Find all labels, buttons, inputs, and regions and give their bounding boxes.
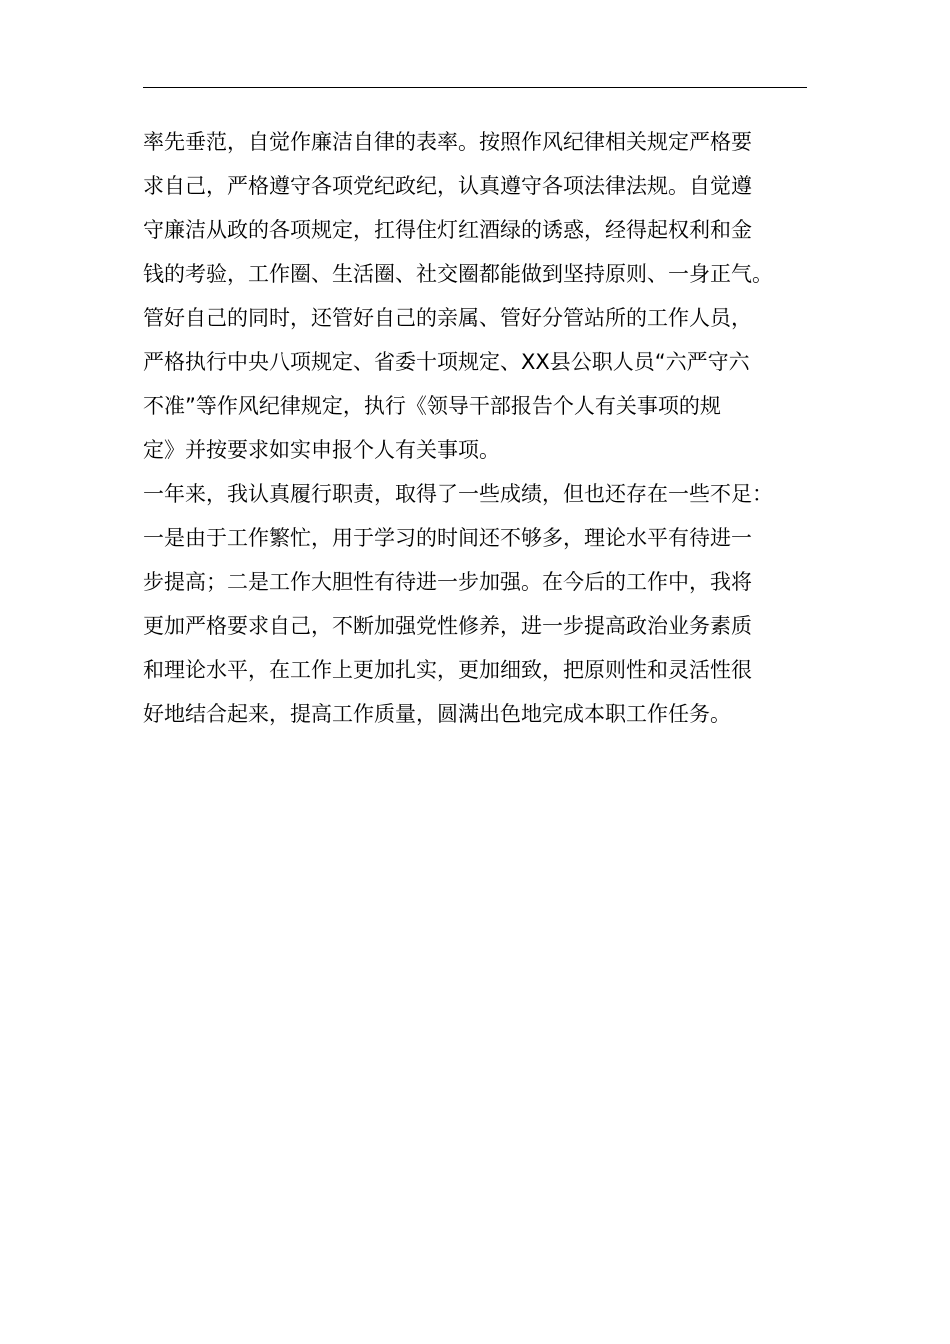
text-line-14: 好地结合起来，提高工作质量，圆满出色地完成本职工作任务。 — [143, 702, 731, 726]
text-line-5: 管好自己的同时，还管好自己的亲属、管好分管站所的工作人员， — [143, 306, 752, 330]
text-line-13: 和理论水平，在工作上更加扎实，更加细致，把原则性和灵活性很 — [143, 658, 752, 682]
text-line-2: 求自己，严格遵守各项党纪政纪，认真遵守各项法律法规。自觉遵 — [143, 174, 752, 198]
text-line-6: 严格执行中央八项规定、省委十项规定、XX县公职人员“六严守六 — [143, 350, 750, 374]
text-line-12: 更加严格要求自己，不断加强党性修养，进一步提高政治业务素质 — [143, 614, 752, 638]
text-line-8: 定》并按要求如实申报个人有关事项。 — [143, 438, 500, 462]
text-line-4: 钱的考验，工作圈、生活圈、社交圈都能做到坚持原则、一身正气。 — [143, 262, 773, 286]
document-body — [143, 120, 823, 736]
header-rule — [143, 87, 807, 88]
text-line-9: 一年来，我认真履行职责，取得了一些成绩，但也还存在一些不足： — [143, 482, 773, 506]
text-line-7: 不准”等作风纪律规定，执行《领导干部报告个人有关事项的规 — [143, 394, 721, 418]
text-line-3: 守廉洁从政的各项规定，扛得住灯红酒绿的诱惑，经得起权利和金 — [143, 218, 752, 242]
text-line-11: 步提高；二是工作大胆性有待进一步加强。在今后的工作中，我将 — [143, 570, 752, 594]
text-line-1: 率先垂范，自觉作廉洁自律的表率。按照作风纪律相关规定严格要 — [143, 130, 752, 154]
text-line-10: 一是由于工作繁忙，用于学习的时间还不够多，理论水平有待进一 — [143, 526, 752, 550]
